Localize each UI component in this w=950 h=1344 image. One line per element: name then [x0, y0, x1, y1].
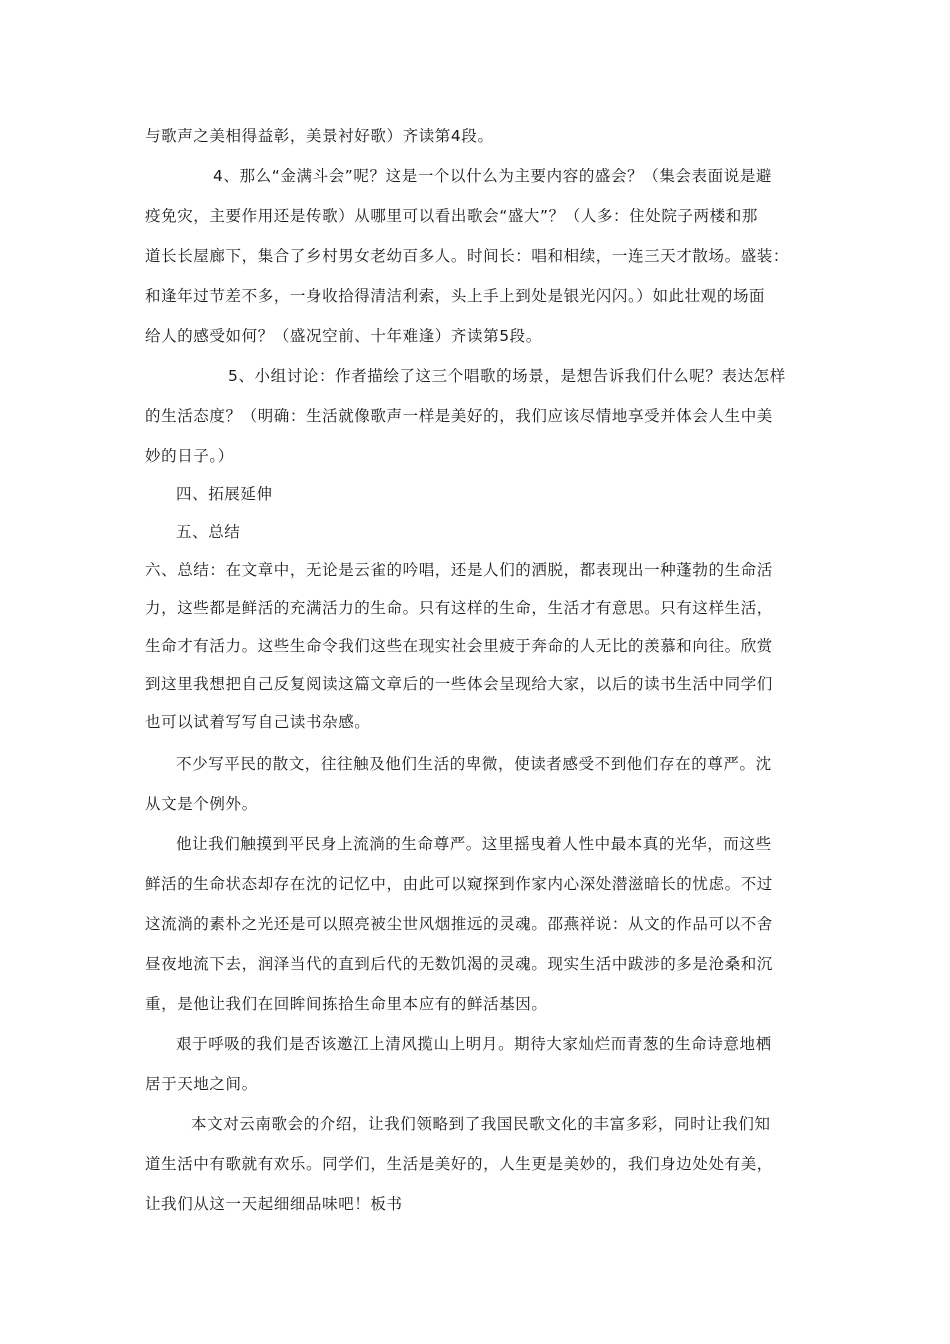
text-line: 也可以试着写写自己读书杂感。 — [145, 713, 371, 731]
text-line: 昼夜地流下去，润泽当代的直到后代的无数饥渴的灵魂。现实生活中跋涉的多是沧桑和沉 — [145, 955, 773, 973]
text-line: 道生活中有歌就有欢乐。同学们，生活是美好的，人生更是美妙的，我们身边处处有美， — [145, 1155, 773, 1173]
text-line: 六、总结：在文章中，无论是云雀的吟唱，还是人们的洒脱，都表现出一种蓬勃的生命活 — [145, 561, 773, 579]
text-line: 让我们从这一天起细细品味吧！板书 — [145, 1195, 403, 1213]
text-line: 和逢年过节差不多，一身收拾得清洁利索，头上手上到处是银光闪闪。）如此壮观的场面 — [145, 287, 766, 305]
text-line: 不少写平民的散文，往往触及他们生活的卑微，使读者感受不到他们存在的尊严。沈 — [176, 755, 772, 773]
text-line: 给人的感受如何？（盛况空前、十年难逢）齐读第5段。 — [145, 327, 542, 345]
text-line: 重，是他让我们在回眸间拣拾生命里本应有的鲜活基因。 — [145, 995, 548, 1013]
text-line: 5、小组讨论：作者描绘了这三个唱歌的场景，是想告诉我们什么呢？表达怎样 — [228, 367, 786, 385]
text-line: 他让我们触摸到平民身上流淌的生命尊严。这里摇曳着人性中最本真的光华，而这些 — [176, 835, 772, 853]
text-line: 与歌声之美相得益彰，美景衬好歌）齐读第4段。 — [145, 127, 494, 145]
section-heading: 五、总结 — [176, 523, 241, 541]
text-line: 本文对云南歌会的介绍，让我们领略到了我国民歌文化的丰富多彩，同时让我们知 — [191, 1115, 771, 1133]
text-line: 的生活态度？（明确：生活就像歌声一样是美好的，我们应该尽情地享受并体会人生中美 — [145, 407, 773, 425]
text-line: 道长长屋廊下，集合了乡村男女老幼百多人。时间长：唱和相续，一连三天才散场。盛装： — [145, 247, 790, 265]
text-line: 居于天地之间。 — [145, 1075, 258, 1093]
text-line: 疫免灾，主要作用还是传歌）从哪里可以看出歌会“盛大”？（人多：住处院子两楼和那 — [145, 207, 758, 225]
text-line: 4、那么“金满斗会”呢？这是一个以什么为主要内容的盛会？（集会表面说是避 — [213, 167, 773, 185]
text-line: 艰于呼吸的我们是否该邀江上清风揽山上明月。期待大家灿烂而青葱的生命诗意地栖 — [176, 1035, 772, 1053]
section-heading: 四、拓展延伸 — [176, 485, 273, 503]
text-line: 从文是个例外。 — [145, 795, 258, 813]
text-line: 生命才有活力。这些生命令我们这些在现实社会里疲于奔命的人无比的羡慕和向往。欣赏 — [145, 637, 773, 655]
text-line: 妙的日子。） — [145, 447, 234, 465]
text-line: 鲜活的生命状态却存在沈的记忆中，由此可以窥探到作家内心深处潜滋暗长的忧虑。不过 — [145, 875, 773, 893]
text-line: 到这里我想把自己反复阅读这篇文章后的一些体会呈现给大家，以后的读书生活中同学们 — [145, 675, 773, 693]
text-line: 这流淌的素朴之光还是可以照亮被尘世风烟推远的灵魂。邵燕祥说：从文的作品可以不舍 — [145, 915, 773, 933]
text-line: 力，这些都是鲜活的充满活力的生命。只有这样的生命，生活才有意思。只有这样生活， — [145, 599, 773, 617]
